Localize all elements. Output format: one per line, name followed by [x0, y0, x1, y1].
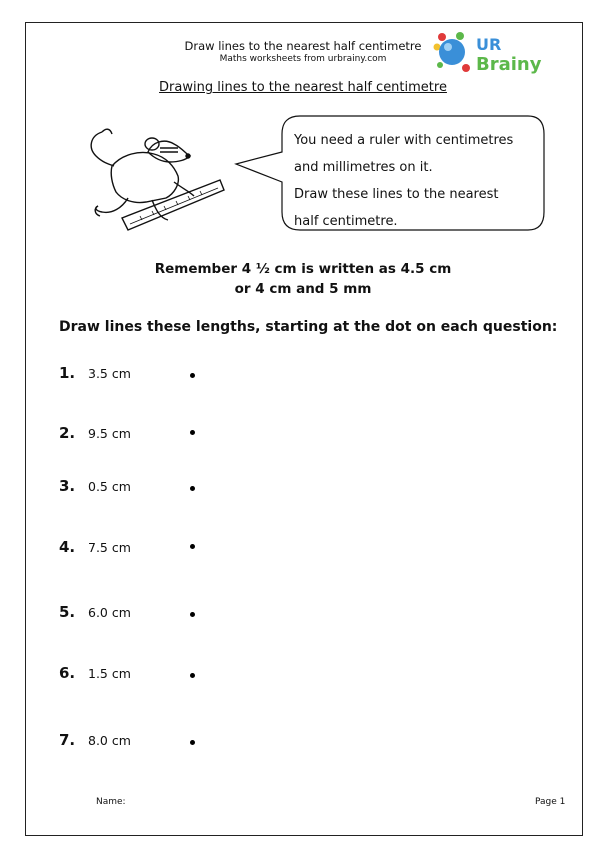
- bubble-line: and millimetres on it.: [294, 160, 433, 175]
- bubble-text: [294, 127, 534, 235]
- question-length: 9.5 cm: [88, 426, 131, 441]
- question-number: 6.: [59, 664, 76, 682]
- question-number: 2.: [59, 424, 76, 442]
- question-number: 5.: [59, 603, 76, 621]
- logo-text-bottom: Brainy: [476, 54, 542, 75]
- page-subtitle: Maths worksheets from urbrainy.com: [219, 54, 387, 64]
- instruction-text: Draw lines these lengths, starting at the dot on each question:: [59, 319, 558, 335]
- bubble-line: Draw these lines to the nearest: [294, 187, 499, 202]
- question-number: 1.: [59, 364, 76, 382]
- question-number: 7.: [59, 731, 76, 749]
- question-length: 6.0 cm: [88, 605, 131, 620]
- start-dot[interactable]: [190, 430, 195, 435]
- question-length: 0.5 cm: [88, 479, 131, 494]
- start-dot[interactable]: [190, 612, 195, 617]
- urbrainy-logo: [430, 28, 550, 78]
- question-length: 7.5 cm: [88, 540, 131, 555]
- question-length: 8.0 cm: [88, 733, 131, 748]
- page-title: Draw lines to the nearest half centimetre: [184, 39, 422, 53]
- logo-text-top: UR: [476, 35, 502, 54]
- footer-page-number: Page 1: [535, 797, 566, 807]
- start-dot[interactable]: [190, 673, 195, 678]
- bubble-line: half centimetre.: [294, 214, 398, 229]
- mouse-with-ruler-illustration: [82, 122, 232, 242]
- question-length: 1.5 cm: [88, 666, 131, 681]
- question-number: 4.: [59, 538, 76, 556]
- remember-line-2: or 4 cm and 5 mm: [234, 281, 372, 297]
- start-dot[interactable]: [190, 373, 195, 378]
- start-dot[interactable]: [190, 486, 195, 491]
- worksheet-heading: Drawing lines to the nearest half centimetre: [159, 80, 447, 95]
- start-dot[interactable]: [190, 740, 195, 745]
- remember-line-1: Remember 4 ½ cm is written as 4.5 cm: [154, 261, 452, 277]
- bubble-line: You need a ruler with centimetres: [294, 133, 514, 148]
- question-length: 3.5 cm: [88, 366, 131, 381]
- remember-note: [0, 259, 606, 299]
- question-number: 3.: [59, 477, 76, 495]
- start-dot[interactable]: [190, 544, 195, 549]
- footer-name-label: Name:: [96, 797, 126, 807]
